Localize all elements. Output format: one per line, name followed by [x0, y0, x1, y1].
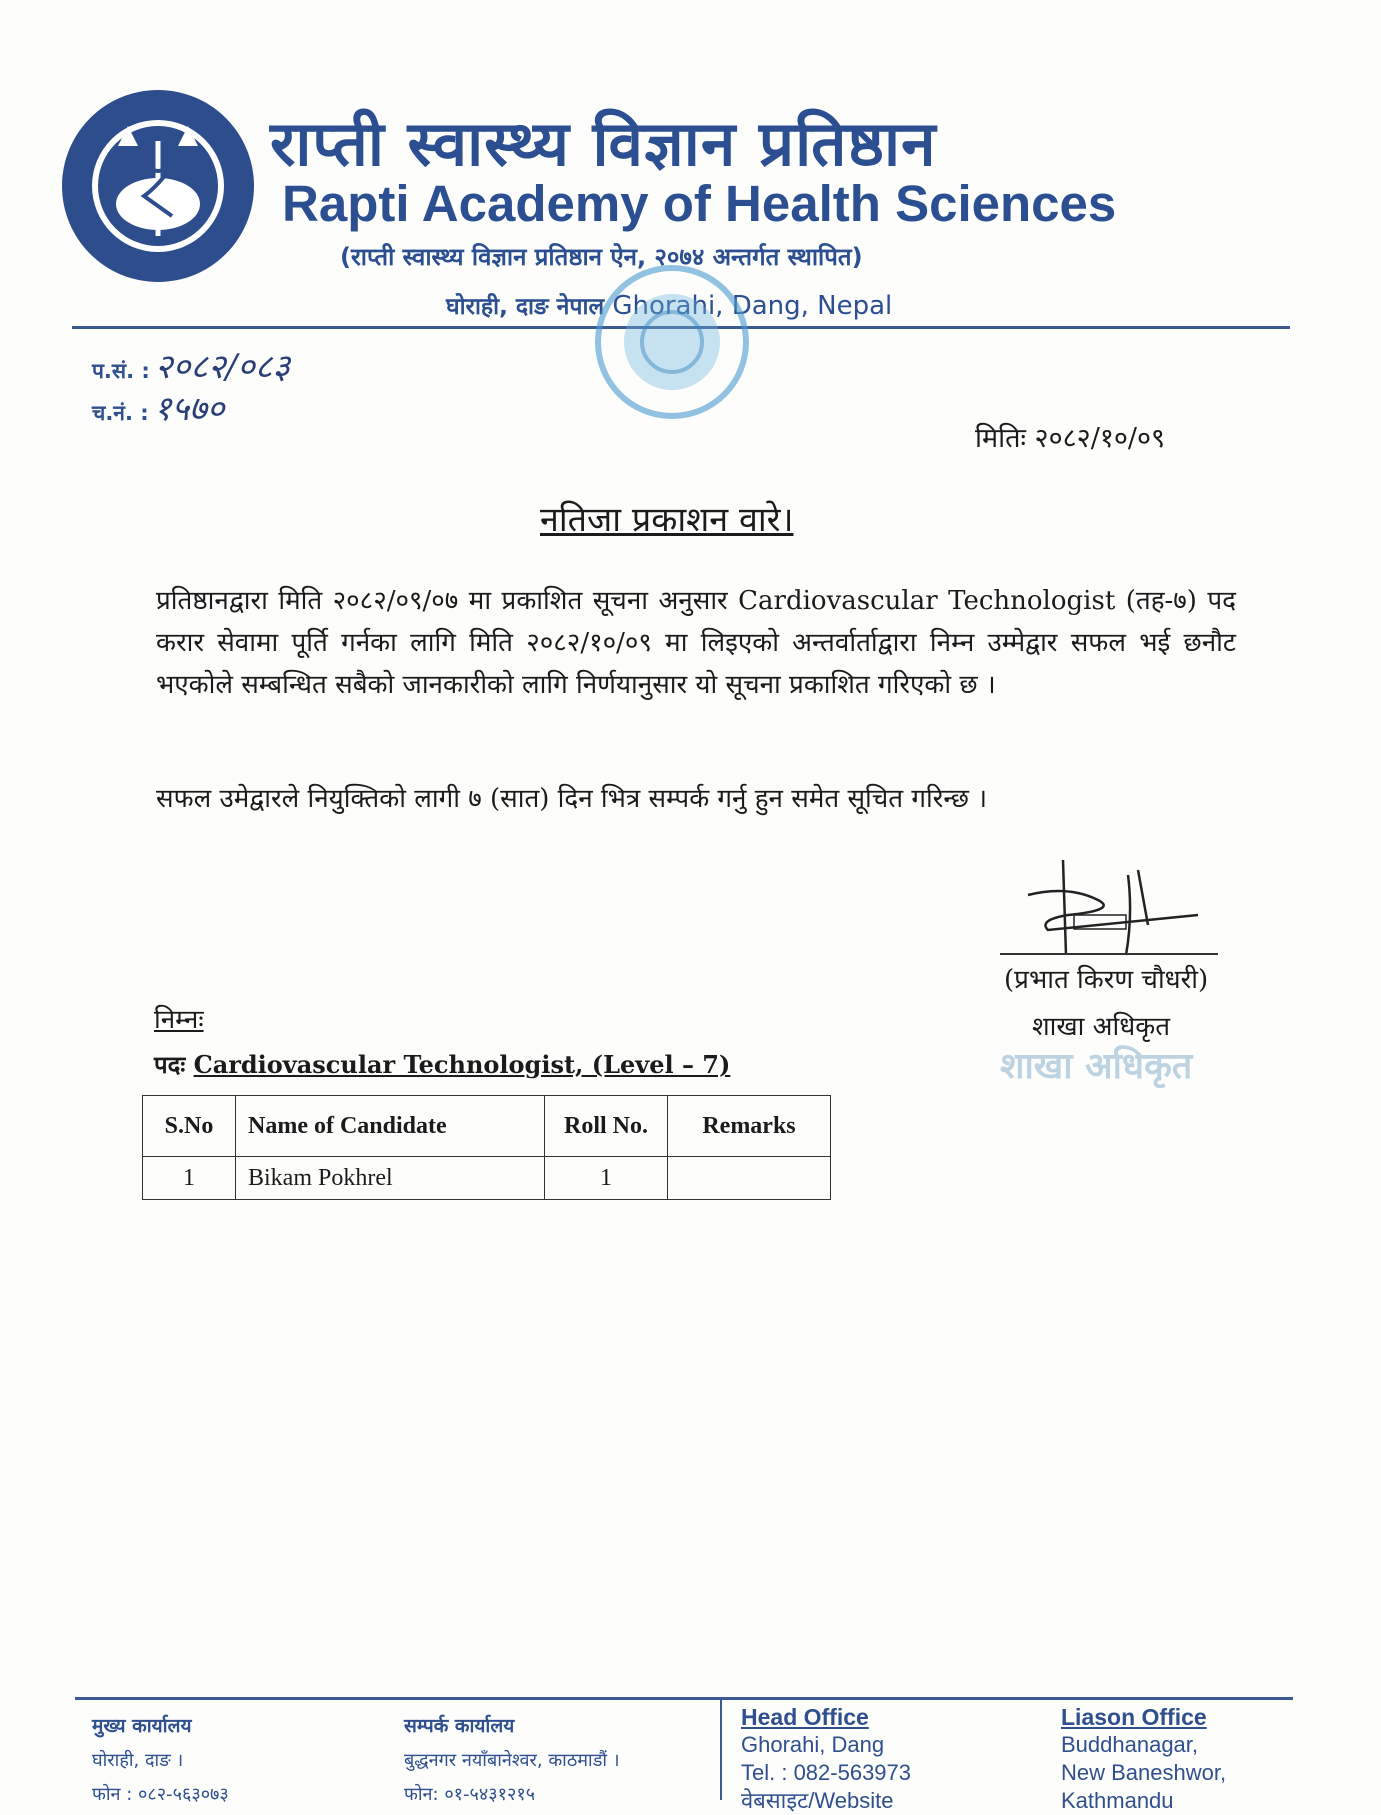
column-header-remarks: Remarks [668, 1096, 831, 1157]
liaison-office-line2: New Baneshwor, [1061, 1760, 1227, 1785]
cell-sno: 1 [143, 1157, 236, 1200]
signature [1008, 855, 1228, 965]
contact-office-phone: फोन: ०१-५४३१२१५ [404, 1784, 536, 1805]
main-office-phone: फोन : ०८२-५६३०७३ [92, 1784, 229, 1805]
listing-label: निम्नः [154, 1005, 204, 1035]
institution-title-english: Rapti Academy of Health Sciences [282, 175, 1117, 232]
official-stamp [572, 262, 772, 422]
body-paragraph-1: प्रतिष्ठानद्वारा मिति २०८२/०९/०७ मा प्रकाशित सूचना अनुसार Cardiovascular Technologist (तह-७) पद करार सेवामा पूर्ति गर्नका लागि मिति २०८२/१०/०९ मा लिइएको अन्तर्वार्ताद्वारा निम्न उम्मेद्वार सफल भई छनौट भएकोले सम्बन्धित सबैको जानकारीको लागि निर्णयानुसार यो सूचना प्रकाशित गरिएको छ । [156, 586, 1236, 700]
footer-main-office [92, 1712, 229, 1806]
letter-subject: नतिजा प्रकाशन वारे। [540, 500, 794, 540]
signature-line [1000, 953, 1218, 955]
address-nepali: घोराही, दाङ नेपाल [446, 294, 605, 320]
letter-date: मितिः २०८२/१०/०९ [975, 423, 1166, 454]
footer-divider [75, 1697, 1293, 1700]
cell-remarks [668, 1157, 831, 1200]
signatory-title: शाखा अधिकृत [1032, 1012, 1171, 1042]
contact-office-address: बुद्धनगर नयाँबानेश्वर, काठमाडौं । [404, 1750, 620, 1771]
institution-title-nepali: राप्ती स्वास्थ्य विज्ञान प्रतिष्ठान [270, 107, 937, 180]
column-header-name: Name of Candidate [236, 1096, 545, 1157]
column-header-sno: S.No [143, 1096, 236, 1157]
head-office-heading: Head Office [741, 1704, 869, 1730]
dispatch-number [92, 384, 224, 430]
establishment-subtitle: (राप्ती स्वास्थ्य विज्ञान प्रतिष्ठान ऐन, २०७४ अन्तर्गत स्थापित) [340, 243, 863, 271]
ps-value: २०८२/०८३ [154, 347, 291, 387]
cn-value: १५७० [153, 389, 225, 429]
post-label: पदः [154, 1050, 186, 1079]
post-line [154, 1048, 730, 1081]
liaison-office-heading: Liason Office [1061, 1704, 1207, 1730]
contact-office-heading: सम्पर्क कार्यालय [404, 1715, 515, 1737]
signatory-title-stamp: शाखा अधिकृत [1000, 1046, 1193, 1087]
cell-candidate-name: Bikam Pokhrel [236, 1157, 545, 1200]
body-paragraph-2: सफल उमेद्वारले नियुक्तिको लागी ७ (सात) दिन भित्र सम्पर्क गर्नु हुन समेत सूचित गरिन्छ । [156, 784, 988, 814]
head-office-address: Ghorahi, Dang [741, 1732, 885, 1757]
table-header-row [143, 1096, 831, 1157]
cell-roll-no: 1 [545, 1157, 668, 1200]
signatory-name: (प्रभात किरण चौधरी) [1004, 965, 1209, 995]
liaison-office-line3: Kathmandu [1061, 1788, 1174, 1813]
head-office-phone: Tel. : 082-563973 [741, 1760, 912, 1785]
footer-column-divider [720, 1700, 722, 1800]
liaison-office-line1: Buddhanagar, [1061, 1732, 1199, 1757]
ps-label: प.सं. : [92, 359, 150, 383]
results-table [142, 1095, 831, 1200]
main-office-heading: मुख्य कार्यालय [92, 1715, 192, 1737]
institution-seal [58, 86, 258, 286]
footer-contact-office [404, 1712, 620, 1806]
table-row [143, 1157, 831, 1200]
footer-head-office [741, 1704, 911, 1815]
post-value: Cardiovascular Technologist, (Level – 7) [193, 1050, 731, 1079]
main-office-address: घोराही, दाङ । [92, 1750, 184, 1771]
column-header-roll: Roll No. [545, 1096, 668, 1157]
address-english: Ghorahi, Dang, Nepal [612, 291, 893, 321]
footer-liaison-office [1061, 1704, 1226, 1815]
head-office-website: वेबसाइट/Website [741, 1788, 894, 1813]
cn-label: च.नं. : [92, 401, 149, 425]
letter-reference-number [92, 342, 290, 388]
